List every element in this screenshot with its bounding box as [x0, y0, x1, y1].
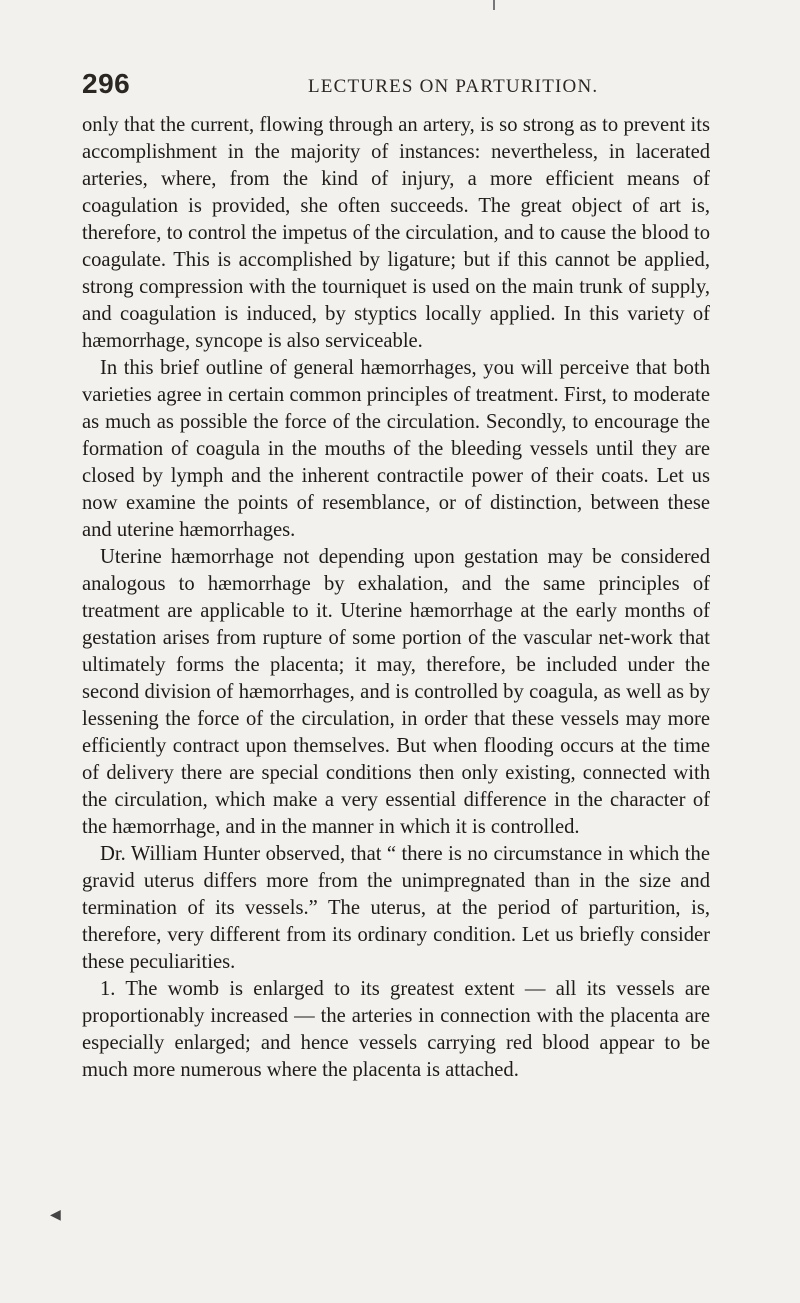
paragraph-5: 1. The womb is enlarged to its greatest extent — all its vessels are proportionably increased — the arteries in connection with the placenta are especially enlarged; and hence vessels carrying red blood appear to be much more numerous where the placenta is attached.	[82, 978, 710, 1081]
scan-mark	[493, 0, 495, 10]
page-header	[82, 68, 732, 104]
margin-mark-icon: ◀	[50, 1208, 61, 1223]
paragraph-1: only that the current, flowing through an artery, is so strong as to prevent its accomplishment in the majority of instances: nevertheless, in lacerated arteries, where, from the kind of injury, a more efficient means of coagulation is provided, she often succeeds. The great object of art is, therefore, to control the impetus of the circulation, and to cause the blood to coagulate. This is accomplished by ligature; but if this cannot be applied, strong compression with the tourniquet is used on the main trunk of supply, and coagulation is induced, by styptics locally applied. In this variety of hæmorrhage, syncope is also serviceable.	[82, 114, 710, 352]
paragraph-3: Uterine hæmorrhage not depending upon gestation may be considered analogous to hæmorrhage by exhalation, and the same principles of treatment are applicable to it. Uterine hæmorrhage at the early months of gestation arises from rupture of some portion of the vascular net-work that ultimately forms the placenta; it may, therefore, be included under the second division of hæmorrhages, and is controlled by coagula, as well as by lessening the force of the circulation, in order that these vessels may more efficiently contract upon themselves. But when flooding occurs at the time of delivery there are special conditions then only existing, connected with the circulation, which make a very essential difference in the character of the hæmorrhage, and in the manner in which it is controlled.	[82, 546, 710, 838]
paragraph-4: Dr. William Hunter observed, that “ there is no circumstance in which the gravid uterus differs more from the unimpregnated than in the size and termination of its vessels.” The uterus, at the period of parturition, is, therefore, very different from its ordinary condition. Let us briefly consider these peculiarities.	[82, 843, 710, 973]
paragraph-2: In this brief outline of general hæmorrhages, you will perceive that both varieties agree in certain common principles of treatment. First, to moderate as much as possible the force of the circulation. Secondly, to encourage the formation of coagula in the mouths of the bleeding vessels until they are closed by lymph and the inherent contractile power of their coats. Let us now examine the points of resemblance, or of distinction, between these and uterine hæmorrhages.	[82, 357, 710, 541]
body-text	[82, 112, 710, 1084]
running-head: LECTURES ON PARTURITION.	[308, 76, 599, 97]
page-number: 296	[82, 68, 131, 99]
